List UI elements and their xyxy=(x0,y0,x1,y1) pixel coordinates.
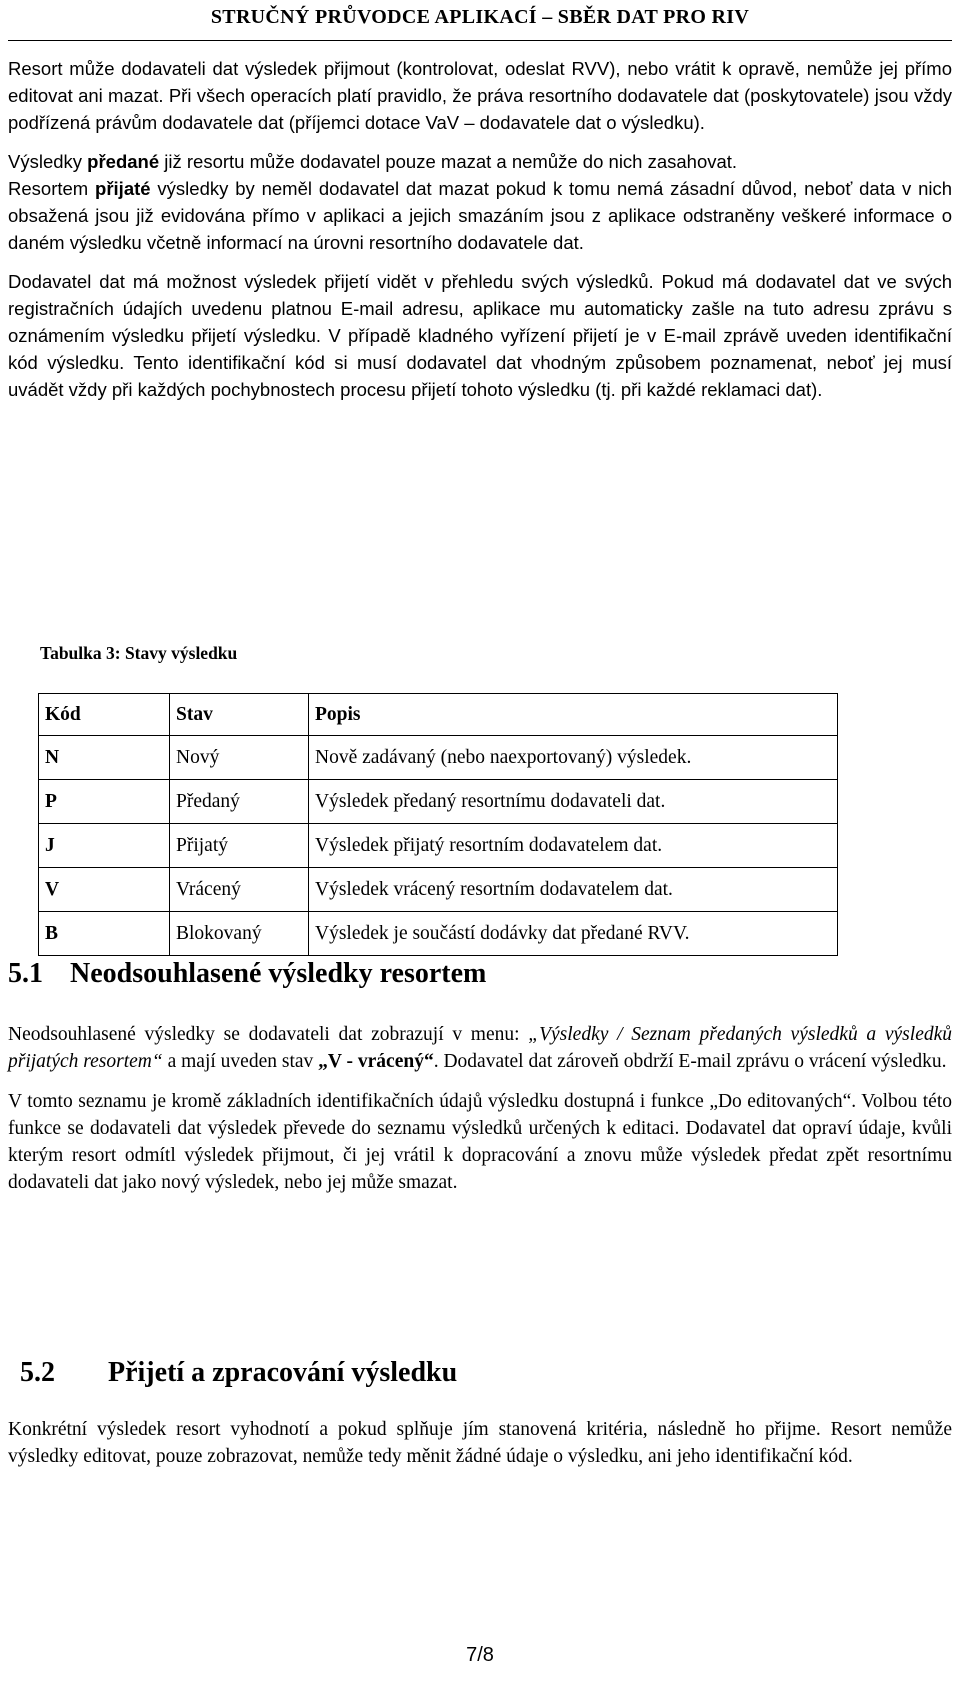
cell-description: Výsledek vrácený resortním dodavatelem dat. xyxy=(309,868,838,912)
page-number: 7/8 xyxy=(466,1644,494,1666)
table-row xyxy=(39,780,838,824)
intro-paragraph-3: Resortem přijaté výsledky by neměl dodavatel dat mazat pokud k tomu nemá zásadní důvod, neboť data v nich obsažená jsou již evidována přímo v aplikaci a jejich smazáním jsou z aplikace odstraněny veškeré informace o daném výsledku včetně informací na úrovni resortního dodavatele dat. xyxy=(8,178,953,253)
bold-term-prijate: přijaté xyxy=(95,178,151,199)
section-5-1-paragraph-2: V tomto seznamu je kromě základních identifikačních údajů výsledku dostupná i funkce „Do editovaných“. Volbou této funkce se dodavateli dat výsledek převede do seznamu výsledků určených k editaci. Dodavatel dat opraví údaje, kvůli kterým resort odmítl výsledek přijmout, či jej vrátil k dopracování a znovu může výsledek předat zpět resortnímu dodavateli dat jako nový výsledek, nebo jej může smazat. xyxy=(8,1091,952,1193)
cell-code: V xyxy=(39,868,170,912)
header-cell-state: Stav xyxy=(170,694,309,736)
cell-description: Výsledek přijatý resortním dodavatelem dat. xyxy=(309,824,838,868)
section-heading-5-2: 5.2 Přijetí a zpracování výsledku xyxy=(20,1357,458,1388)
section-5-2-paragraph-1: Konkrétní výsledek resort vyhodnotí a pokud splňuje jím stanovená kritéria, následně ho přijme. Resort nemůže výsledky editovat, pouze zobrazovat, nemůže tedy měnit žádné údaje o výsledku, ani jeho identifikační kód. xyxy=(8,1419,952,1467)
intro-paragraph-4: Dodavatel dat má možnost výsledek přijetí vidět v přehledu svých výsledků. Pokud má dodavatel dat ve svých registračních údajích uvedenu platnou E-mail adresu, aplikace mu automaticky zašle na tuto adresu zprávu s oznámením výsledku přijetí výsledku. V případě kladného vyřízení přijetí je v E-mail zprávě uveden identifikační kód výsledku. Tento identifikační kód si musí dodavatel dat vhodným způsobem poznamenat, neboť jej musí uvádět vždy při každých pochybnostech procesu přijetí tohoto výsledku (tj. při každé reklamaci dat). xyxy=(8,271,952,400)
section-5-1-body xyxy=(8,1021,952,1196)
table-row xyxy=(39,736,838,780)
states-table xyxy=(38,693,838,956)
cell-description: Výsledek je součástí dodávky dat předané RVV. xyxy=(309,912,838,956)
section-heading-5-1: 5.1 Neodsouhlasené výsledky resortem xyxy=(8,958,487,989)
bold-term-predane: předané xyxy=(87,151,160,172)
cell-state: Předaný xyxy=(170,780,309,824)
cell-code: P xyxy=(39,780,170,824)
cell-code: B xyxy=(39,912,170,956)
header-cell-description: Popis xyxy=(309,694,838,736)
cell-description: Nově zadávaný (nebo naexportovaný) výsledek. xyxy=(309,736,838,780)
cell-state: Přijatý xyxy=(170,824,309,868)
status-label: „V - vrácený“ xyxy=(318,1051,434,1072)
cell-state: Vrácený xyxy=(170,868,309,912)
cell-description: Výsledek předaný resortnímu dodavateli dat. xyxy=(309,780,838,824)
menu-path: „Výsledky / Seznam předaných výsledků a výsledků přijatých resortem“ xyxy=(8,1024,952,1072)
cell-state: Blokovaný xyxy=(170,912,309,956)
cell-state: Nový xyxy=(170,736,309,780)
cell-code: J xyxy=(39,824,170,868)
page-header: STRUČNÝ PRŮVODCE APLIKACÍ – SBĚR DAT PRO RIV xyxy=(210,6,750,28)
table-caption: Tabulka 3: Stavy výsledku xyxy=(40,643,238,663)
intro-section xyxy=(8,55,952,403)
section-5-1-paragraph-1: Neodsouhlasené výsledky se dodavateli dat zobrazují v menu: „Výsledky / Seznam předaných výsledků a výsledků přijatých resortem“ a mají uveden stav „V - vrácený“. Dodavatel dat zároveň obdrží E-mail zprávu o vrácení výsledku. xyxy=(8,1024,952,1072)
intro-paragraph-1: Resort může dodavateli dat výsledek přijmout (kontrolovat, odeslat RVV), nebo vrátit k opravě, nemůže jej přímo editovat ani mazat. Při všech operacích platí pravidlo, že práva resortního dodavatele dat (poskytovatele) jsou vždy podřízená právům dodavatele dat (příjemci dotace VaV – dodavatele dat o výsledku). xyxy=(8,58,952,133)
section-5-2-body xyxy=(8,1416,952,1470)
header-rule xyxy=(8,40,952,41)
intro-paragraph-2: Výsledky předané již resortu může dodavatel pouze mazat a nemůže do nich zasahovat. xyxy=(8,151,738,172)
table-row xyxy=(39,824,838,868)
table-row xyxy=(39,912,838,956)
cell-code: N xyxy=(39,736,170,780)
header-cell-code: Kód xyxy=(39,694,170,736)
table-row xyxy=(39,868,838,912)
table-header-row xyxy=(39,694,838,736)
